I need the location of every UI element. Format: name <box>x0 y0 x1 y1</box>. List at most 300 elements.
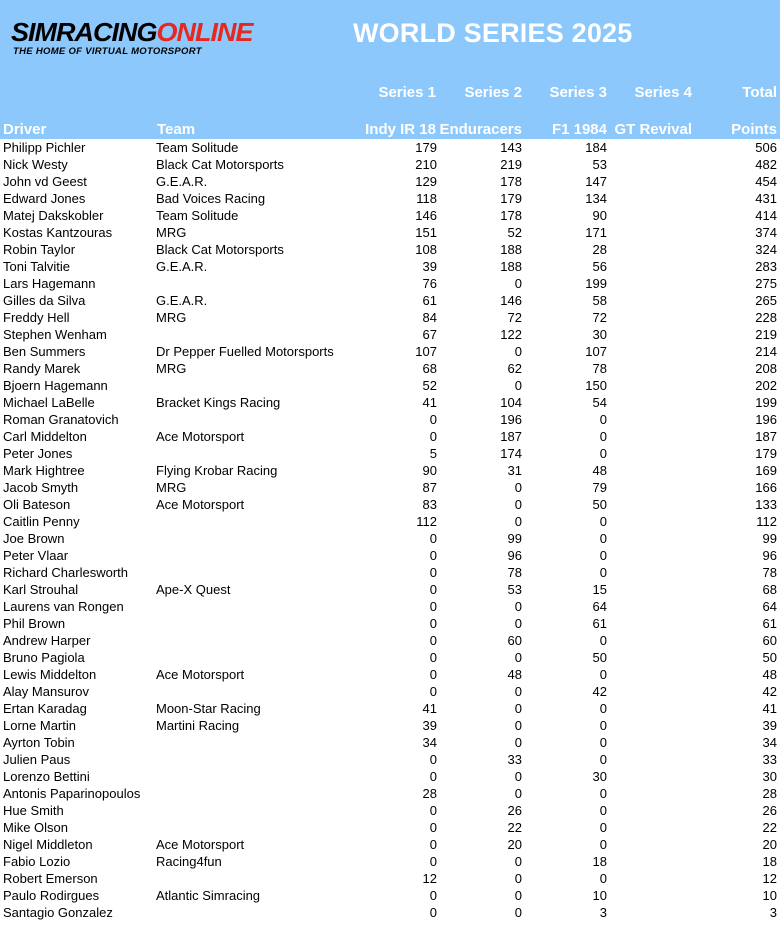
driver-name: Karl Strouhal <box>3 582 79 597</box>
series1-header: Series 1 <box>378 84 436 101</box>
driver-name: Lars Hagemann <box>3 276 96 291</box>
series2-points: 0 <box>514 684 522 699</box>
series3-points: 48 <box>592 463 607 478</box>
series1-points: 0 <box>429 650 437 665</box>
total-points: 48 <box>762 667 777 682</box>
series1-points: 0 <box>429 752 437 767</box>
driver-name: Carl Middelton <box>3 429 87 444</box>
series1-points: 41 <box>422 701 437 716</box>
total-header: Total <box>742 84 777 101</box>
standings-row <box>0 139 780 156</box>
series1-points: 0 <box>429 531 437 546</box>
total-points: 26 <box>762 803 777 818</box>
driver-name: Matej Dakskobler <box>3 208 104 223</box>
driver-name: Stephen Wenham <box>3 327 107 342</box>
standings-row <box>0 513 780 530</box>
logo-tagline: THE HOME OF VIRTUAL MOTORSPORT <box>13 46 202 57</box>
series2-points: 62 <box>507 361 522 376</box>
series3-points: 0 <box>599 735 607 750</box>
driver-name: Lewis Middelton <box>3 667 97 682</box>
standings-row <box>0 700 780 717</box>
series3-points: 28 <box>592 242 607 257</box>
logo-part1: SIMRACING <box>11 18 157 47</box>
series1-points: 0 <box>429 616 437 631</box>
series2-points: 0 <box>514 888 522 903</box>
simracingonline-logo <box>11 20 253 57</box>
series3-points: 64 <box>592 599 607 614</box>
total-points: 18 <box>762 854 777 869</box>
team-name: G.E.A.R. <box>156 174 208 189</box>
driver-name: Paulo Rodirgues <box>3 888 100 903</box>
total-points: 482 <box>755 157 777 172</box>
series2-points: 48 <box>507 667 522 682</box>
team-name: Racing4fun <box>156 854 222 869</box>
driver-name: Mike Olson <box>3 820 69 835</box>
series2-points: 0 <box>514 599 522 614</box>
standings-row <box>0 445 780 462</box>
driver-name: Santagio Gonzalez <box>3 905 113 920</box>
team-name: MRG <box>156 361 187 376</box>
series1-points: 0 <box>429 803 437 818</box>
driver-name: Phil Brown <box>3 616 66 631</box>
series2-points: 60 <box>507 633 522 648</box>
standings-row <box>0 768 780 785</box>
series2-points: 0 <box>514 735 522 750</box>
driver-name: Nigel Middleton <box>3 837 93 852</box>
series1-points: 0 <box>429 548 437 563</box>
header-band <box>0 0 780 139</box>
series3-points: 150 <box>585 378 607 393</box>
series1-points: 41 <box>422 395 437 410</box>
total-points: 454 <box>755 174 777 189</box>
series3-points: 42 <box>592 684 607 699</box>
driver-name: Antonis Paparinopoulos <box>3 786 141 801</box>
series2-points: 178 <box>500 208 522 223</box>
team-name: Ace Motorsport <box>156 667 245 682</box>
team-name: Ace Motorsport <box>156 497 245 512</box>
total-points: 34 <box>762 735 777 750</box>
series1-points: 0 <box>429 684 437 699</box>
total-points: 61 <box>762 616 777 631</box>
standings-row <box>0 717 780 734</box>
series1-points: 5 <box>429 446 437 461</box>
driver-name: Bruno Pagiola <box>3 650 85 665</box>
total-points: 133 <box>755 497 777 512</box>
standings-row <box>0 802 780 819</box>
driver-name: Nick Westy <box>3 157 68 172</box>
series2-points: 0 <box>514 905 522 920</box>
total-points: 208 <box>755 361 777 376</box>
series3-points: 0 <box>599 429 607 444</box>
total-points: 78 <box>762 565 777 580</box>
series1-points: 34 <box>422 735 437 750</box>
series2-points: 31 <box>507 463 522 478</box>
series1-points: 76 <box>422 276 437 291</box>
total-points: 275 <box>755 276 777 291</box>
series3-points: 56 <box>592 259 607 274</box>
standings-row <box>0 564 780 581</box>
team-name: Team Solitude <box>156 140 239 155</box>
logo-part2: ONLINE <box>156 18 253 47</box>
total-points: 187 <box>755 429 777 444</box>
series1-points: 0 <box>429 429 437 444</box>
series2-points: 0 <box>514 871 522 886</box>
series1-points: 61 <box>422 293 437 308</box>
series3-points: 0 <box>599 803 607 818</box>
series2-points: 0 <box>514 769 522 784</box>
series3-points: 30 <box>592 769 607 784</box>
series1-points: 84 <box>422 310 437 325</box>
series1-points: 0 <box>429 820 437 835</box>
series1-points: 0 <box>429 565 437 580</box>
series3-points: 50 <box>592 497 607 512</box>
series3-points: 58 <box>592 293 607 308</box>
series3-points: 54 <box>592 395 607 410</box>
series2-points: 187 <box>500 429 522 444</box>
total-points: 283 <box>755 259 777 274</box>
team-name: Atlantic Simracing <box>156 888 261 903</box>
team-name: G.E.A.R. <box>156 259 208 274</box>
series3-points: 0 <box>599 752 607 767</box>
series3-points: 0 <box>599 548 607 563</box>
total-points: 10 <box>762 888 777 903</box>
standings-row <box>0 275 780 292</box>
series2-points: 20 <box>507 837 522 852</box>
standings-row <box>0 751 780 768</box>
total-points: 96 <box>762 548 777 563</box>
driver-name: Ertan Karadag <box>3 701 87 716</box>
series1-points: 108 <box>415 242 437 257</box>
total-points: 374 <box>755 225 777 240</box>
series2-points: 0 <box>514 514 522 529</box>
standings-row <box>0 887 780 904</box>
series2-points: 196 <box>500 412 522 427</box>
logo-wordmark <box>11 20 253 46</box>
series1-points: 210 <box>415 157 437 172</box>
total-points: 166 <box>755 480 777 495</box>
series1-points: 39 <box>422 259 437 274</box>
series2-header: Series 2 <box>464 84 522 101</box>
total-points: 64 <box>762 599 777 614</box>
total-points: 60 <box>762 633 777 648</box>
series1-points: 12 <box>422 871 437 886</box>
driver-name: Lorenzo Bettini <box>3 769 90 784</box>
standings-row <box>0 734 780 751</box>
total-points: 39 <box>762 718 777 733</box>
series1-points: 0 <box>429 667 437 682</box>
driver-name: Mark Hightree <box>3 463 85 478</box>
series1-points: 87 <box>422 480 437 495</box>
driver-name: Michael LaBelle <box>3 395 95 410</box>
series3-points: 0 <box>599 820 607 835</box>
series2-points: 188 <box>500 242 522 257</box>
series3-points: 18 <box>592 854 607 869</box>
driver-name: Randy Marek <box>3 361 81 376</box>
total-points: 431 <box>755 191 777 206</box>
total-points: 228 <box>755 310 777 325</box>
standings-row <box>0 581 780 598</box>
driver-column-header: Driver <box>3 121 47 138</box>
series1-points: 179 <box>415 140 437 155</box>
standings-row <box>0 428 780 445</box>
standings-row <box>0 853 780 870</box>
series2-points: 179 <box>500 191 522 206</box>
total-points: 112 <box>756 514 777 529</box>
series2-points: 78 <box>507 565 522 580</box>
team-name: Moon-Star Racing <box>156 701 261 716</box>
series2-points: 0 <box>514 378 522 393</box>
series2-points: 122 <box>500 327 522 342</box>
series1-points: 0 <box>429 633 437 648</box>
driver-name: Edward Jones <box>3 191 86 206</box>
total-points: 196 <box>755 412 777 427</box>
series3-points: 15 <box>592 582 607 597</box>
total-points: 68 <box>762 582 777 597</box>
standings-row <box>0 904 780 921</box>
standings-row <box>0 207 780 224</box>
standings-row <box>0 462 780 479</box>
team-name: Black Cat Motorsports <box>156 157 284 172</box>
series1-points: 0 <box>429 837 437 852</box>
series2-points: 146 <box>500 293 522 308</box>
series3-header: Series 3 <box>549 84 607 101</box>
team-name: Bracket Kings Racing <box>156 395 281 410</box>
series2-points: 0 <box>514 276 522 291</box>
total-points: 28 <box>762 786 777 801</box>
total-points: 179 <box>755 446 777 461</box>
series2-points: 104 <box>500 395 522 410</box>
standings-row <box>0 819 780 836</box>
total-points: 22 <box>762 820 777 835</box>
standings-row <box>0 683 780 700</box>
series2-points: 96 <box>507 548 522 563</box>
series1-points: 68 <box>422 361 437 376</box>
series1-points: 0 <box>429 599 437 614</box>
series3-points: 0 <box>599 667 607 682</box>
driver-name: Fabio Lozio <box>3 854 71 869</box>
team-name: Ace Motorsport <box>156 429 245 444</box>
driver-name: Jacob Smyth <box>3 480 79 495</box>
series3-points: 184 <box>585 140 607 155</box>
series3-points: 0 <box>599 531 607 546</box>
series1-points: 0 <box>429 582 437 597</box>
standings-row <box>0 547 780 564</box>
series1-points: 151 <box>415 225 437 240</box>
series2-points: 174 <box>500 446 522 461</box>
standings-row <box>0 615 780 632</box>
team-name: Black Cat Motorsports <box>156 242 284 257</box>
driver-name: Robin Taylor <box>3 242 76 257</box>
series3-points: 0 <box>599 565 607 580</box>
total-points-label: Points <box>731 121 777 138</box>
driver-name: Ayrton Tobin <box>3 735 75 750</box>
series1-points: 28 <box>422 786 437 801</box>
total-points: 219 <box>755 327 777 342</box>
standings-row <box>0 173 780 190</box>
standings-row <box>0 870 780 887</box>
series3-points: 90 <box>592 208 607 223</box>
driver-name: Gilles da Silva <box>3 293 86 308</box>
series3-points: 0 <box>599 514 607 529</box>
series3-points: 147 <box>585 174 607 189</box>
team-name: Dr Pepper Fuelled Motorsports <box>156 344 334 359</box>
standings-row <box>0 241 780 258</box>
team-name: Martini Racing <box>156 718 240 733</box>
series3-points: 0 <box>599 871 607 886</box>
total-points: 99 <box>762 531 777 546</box>
series3-points: 79 <box>592 480 607 495</box>
standings-row <box>0 496 780 513</box>
series2-points: 33 <box>507 752 522 767</box>
series3-points: 61 <box>592 616 607 631</box>
series2-points: 0 <box>514 786 522 801</box>
driver-name: Kostas Kantzouras <box>3 225 113 240</box>
series2-points: 99 <box>507 531 522 546</box>
series3-points: 30 <box>592 327 607 342</box>
series1-points: 67 <box>422 327 437 342</box>
series1-points: 107 <box>415 344 437 359</box>
driver-name: Freddy Hell <box>3 310 70 325</box>
series3-points: 0 <box>599 412 607 427</box>
series3-points: 0 <box>599 701 607 716</box>
series1-points: 83 <box>422 497 437 512</box>
driver-name: Peter Vlaar <box>3 548 69 563</box>
standings-row <box>0 836 780 853</box>
series1-points: 0 <box>429 888 437 903</box>
series2-points: 0 <box>514 344 522 359</box>
series1-points: 52 <box>422 378 437 393</box>
series1-points: 90 <box>422 463 437 478</box>
standings-row <box>0 411 780 428</box>
series2-points: 0 <box>514 718 522 733</box>
series3-points: 0 <box>599 837 607 852</box>
series1-points: 112 <box>416 514 437 529</box>
standings-row <box>0 224 780 241</box>
series2-points: 0 <box>514 854 522 869</box>
team-name: Ape-X Quest <box>156 582 231 597</box>
driver-name: Philipp Pichler <box>3 140 86 155</box>
standings-row <box>0 666 780 683</box>
standings-row <box>0 530 780 547</box>
driver-name: Toni Talvitie <box>3 259 70 274</box>
driver-name: John vd Geest <box>3 174 87 189</box>
driver-name: Bjoern Hagemann <box>3 378 108 393</box>
standings-row <box>0 360 780 377</box>
series2-points: 0 <box>514 616 522 631</box>
driver-name: Ben Summers <box>3 344 86 359</box>
series1-points: 118 <box>416 191 437 206</box>
series3-points: 107 <box>585 344 607 359</box>
driver-name: Robert Emerson <box>3 871 98 886</box>
total-points: 50 <box>762 650 777 665</box>
series2-points: 72 <box>507 310 522 325</box>
team-name: Flying Krobar Racing <box>156 463 278 478</box>
standings-row <box>0 632 780 649</box>
standings-row <box>0 156 780 173</box>
standings-row <box>0 598 780 615</box>
total-points: 169 <box>755 463 777 478</box>
total-points: 42 <box>762 684 777 699</box>
series3-points: 0 <box>599 718 607 733</box>
standings-row <box>0 785 780 802</box>
series1-points: 146 <box>415 208 437 223</box>
series2-points: 0 <box>514 650 522 665</box>
series3-points: 0 <box>599 633 607 648</box>
driver-name: Richard Charlesworth <box>3 565 128 580</box>
driver-name: Andrew Harper <box>3 633 91 648</box>
team-name: Team Solitude <box>156 208 239 223</box>
total-points: 33 <box>762 752 777 767</box>
driver-name: Lorne Martin <box>3 718 76 733</box>
series1-points: 129 <box>415 174 437 189</box>
total-points: 20 <box>762 837 777 852</box>
driver-name: Roman Granatovich <box>3 412 119 427</box>
driver-name: Oli Bateson <box>3 497 71 512</box>
standings-row <box>0 190 780 207</box>
series2-name: Enduracers <box>439 121 522 138</box>
series2-points: 143 <box>500 140 522 155</box>
series4-name: GT Revival <box>614 121 692 138</box>
standings-row <box>0 377 780 394</box>
team-name: Bad Voices Racing <box>156 191 266 206</box>
standings-row <box>0 343 780 360</box>
total-points: 324 <box>755 242 777 257</box>
standings-row <box>0 309 780 326</box>
series1-points: 0 <box>429 854 437 869</box>
series1-points: 0 <box>429 412 437 427</box>
team-name: MRG <box>156 310 187 325</box>
series2-points: 0 <box>514 497 522 512</box>
series3-points: 10 <box>592 888 607 903</box>
driver-name: Hue Smith <box>3 803 64 818</box>
series3-points: 0 <box>599 446 607 461</box>
team-name: G.E.A.R. <box>156 293 208 308</box>
series2-points: 22 <box>507 820 522 835</box>
series2-points: 26 <box>507 803 522 818</box>
series2-points: 188 <box>500 259 522 274</box>
series3-name: F1 1984 <box>551 121 607 138</box>
series3-points: 3 <box>599 905 607 920</box>
team-name: Ace Motorsport <box>156 837 245 852</box>
standings-row <box>0 258 780 275</box>
total-points: 506 <box>755 140 777 155</box>
series2-points: 0 <box>514 480 522 495</box>
total-points: 41 <box>762 701 777 716</box>
total-points: 202 <box>755 378 777 393</box>
series3-points: 50 <box>592 650 607 665</box>
total-points: 199 <box>755 395 777 410</box>
series3-points: 134 <box>585 191 607 206</box>
standings-row <box>0 292 780 309</box>
total-points: 414 <box>755 208 777 223</box>
series3-points: 0 <box>599 786 607 801</box>
standings-row <box>0 479 780 496</box>
standings-row <box>0 326 780 343</box>
standings-row <box>0 649 780 666</box>
series4-header: Series 4 <box>634 84 692 101</box>
series2-points: 52 <box>507 225 522 240</box>
series2-points: 53 <box>507 582 522 597</box>
standings-table <box>0 139 780 921</box>
total-points: 12 <box>762 871 777 886</box>
driver-name: Joe Brown <box>3 531 65 546</box>
series1-name: Indy IR 18 <box>365 121 436 138</box>
driver-name: Julien Paus <box>3 752 71 767</box>
series3-points: 199 <box>585 276 607 291</box>
total-points: 265 <box>755 293 777 308</box>
team-column-header: Team <box>157 121 196 138</box>
driver-name: Peter Jones <box>3 446 73 461</box>
